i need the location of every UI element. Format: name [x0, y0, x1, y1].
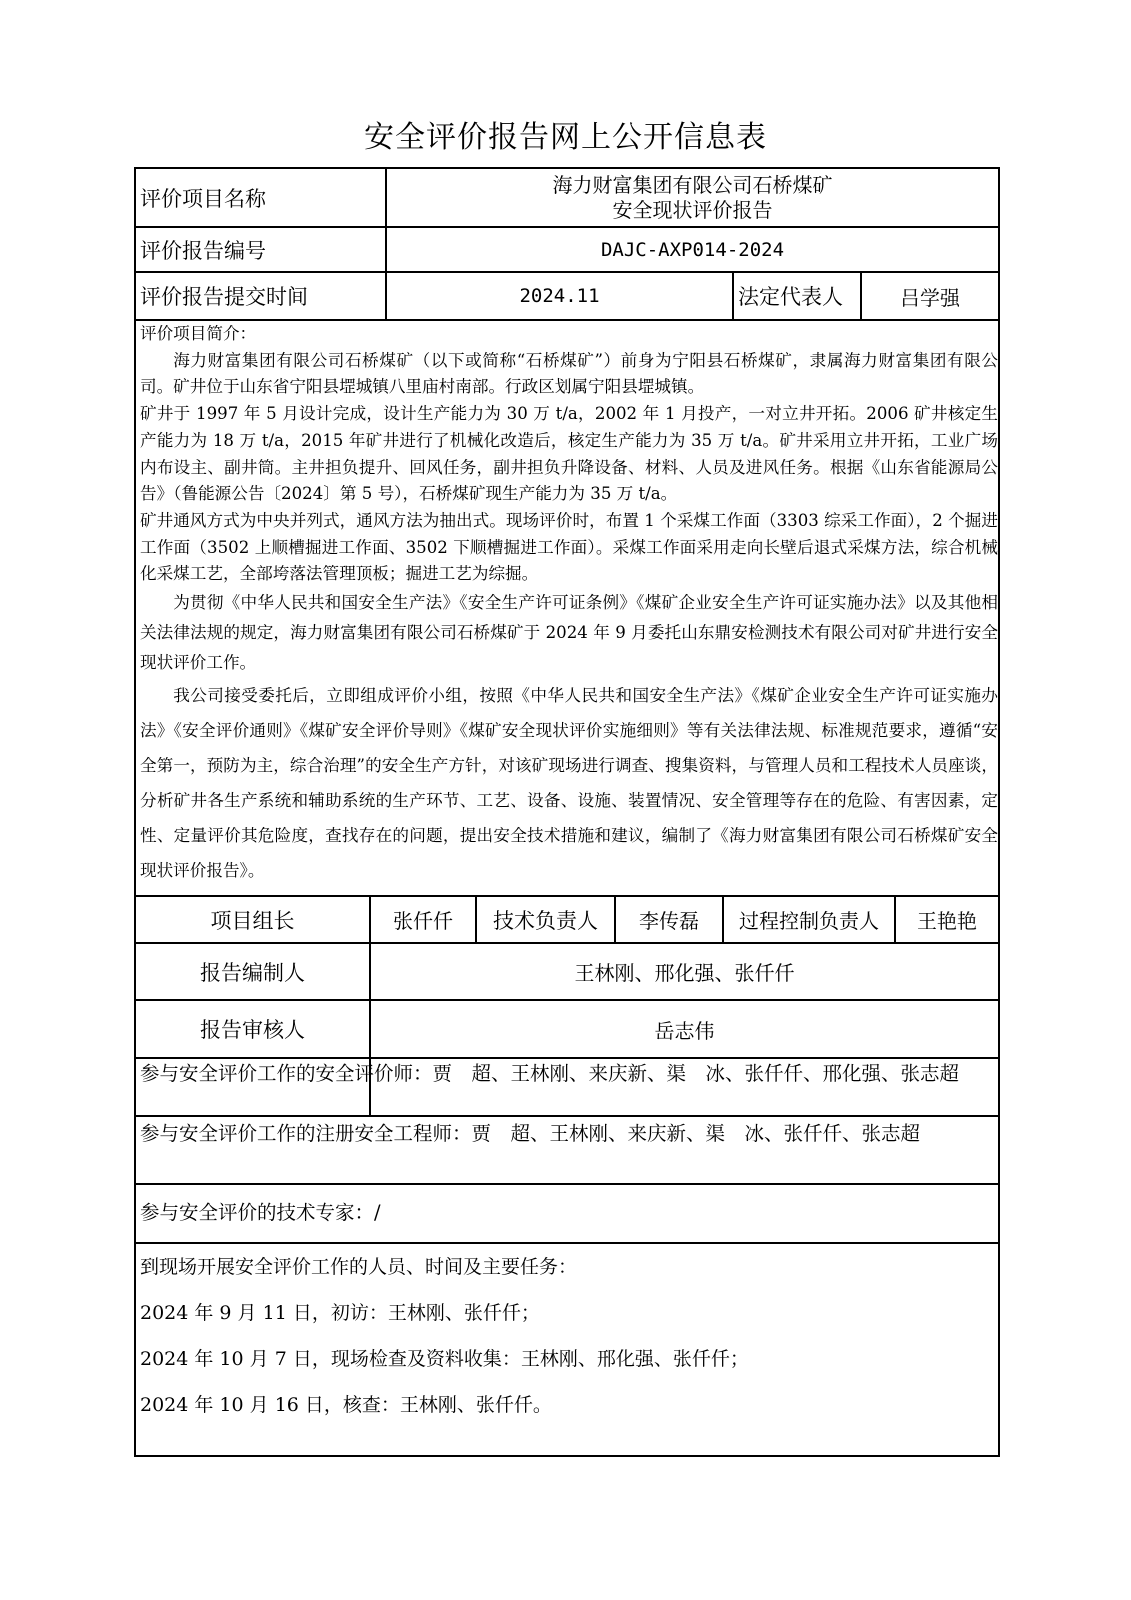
process-lead-label: 过程控制负责人	[739, 909, 879, 933]
site-visits	[140, 1244, 996, 1428]
leader-value: 张仟仟	[393, 909, 453, 933]
engineers-row	[140, 1119, 996, 1149]
submit-time-label: 评价报告提交时间	[140, 285, 308, 309]
legal-rep-label: 法定代表人	[738, 285, 843, 309]
submit-time-value: 2024.11	[519, 285, 600, 307]
site-visit-entry: 2024 年 10 月 7 日，现场检查及资料收集：王林刚、邢化强、张仟仟；	[140, 1348, 749, 1370]
writers-label: 报告编制人	[200, 960, 305, 985]
row-divider	[136, 1115, 998, 1117]
reviewer-label: 报告审核人	[200, 1018, 305, 1042]
intro-heading: 评价项目简介：	[140, 324, 257, 343]
project-name-line2: 安全现状评价报告	[612, 197, 773, 222]
tech-lead-value: 李传磊	[639, 909, 699, 933]
leader-label: 项目组长	[210, 908, 295, 933]
intro-paragraph: 我公司接受委托后，立即组成评价小组，按照《中华人民共和国安全生产法》《煤矿企业安全生产许可证实施办法》《安全评价通则》《煤矿安全评价导则》《煤矿安全现状评价实施细则》等有关法律法规、标准规范要求，遵循“安全第一，预防为主，综合治理”的安全生产方针，对该矿现场进行调查、搜集资料，与管理人员和工程技术人员座谈，分析矿井各生产系统和辅助系统的生产环节、工艺、设备、设施、装置情况、安全管理等存在的危险、有害因素，定性、定量评价其危险度，查找存在的问题，提出安全技术措施和建议，编制了《海力财富集团有限公司石桥煤矿安全现状评价报告》。	[140, 686, 998, 881]
engineers-value: 贾 超、王林刚、来庆新、渠 冰、张仟仟、张志超	[471, 1122, 921, 1145]
intro-paragraph: 为贯彻《中华人民共和国安全生产法》《安全生产许可证条例》《煤矿企业安全生产许可证实施办法》以及其他相关法律法规的规定，海力财富集团有限公司石桥煤矿于 2024 年 9 月委托山东鼎安检测技术有限公司对矿井进行安全现状评价工作。	[140, 593, 998, 673]
evaluators-value: 贾 超、王林刚、来庆新、渠 冰、张仟仟、邢化强、张志超	[432, 1062, 960, 1085]
page-title: 安全评价报告网上公开信息表	[364, 120, 767, 155]
intro-paragraph: 矿井通风方式为中央并列式，通风方法为抽出式。现场评价时，布置 1 个采煤工作面（3303 综采工作面），2 个掘进工作面（3502 上顺槽掘进工作面、3502 下顺槽掘进工作面）。采煤工作面采用走向长壁后退式采煤方法，综合机械化采煤工艺，全部垮落法管理顶板；掘进工艺为综掘。	[140, 510, 998, 584]
report-number-value: DAJC-AXP014-2024	[600, 238, 785, 261]
site-visit-entry: 2024 年 10 月 16 日，核查：王林刚、张仟仟。	[140, 1394, 552, 1416]
legal-rep-value: 吕学强	[900, 285, 960, 310]
report-number-label: 评价报告编号	[140, 238, 266, 263]
site-visits-heading: 到现场开展安全评价工作的人员、时间及主要任务：	[140, 1256, 578, 1278]
info-table	[134, 167, 1000, 1457]
process-lead-value: 王艳艳	[917, 909, 977, 933]
experts-value: /	[374, 1201, 381, 1224]
tech-lead-label: 技术负责人	[493, 908, 598, 933]
experts-row	[140, 1198, 996, 1228]
project-name-value	[387, 169, 998, 226]
engineers-label: 参与安全评价工作的注册安全工程师：	[140, 1122, 472, 1145]
evaluators-row	[140, 1059, 996, 1089]
intro-paragraph: 海力财富集团有限公司石桥煤矿（以下或简称“石桥煤矿”）前身为宁阳县石桥煤矿，隶属海力财富集团有限公司。矿井位于山东省宁阳县堽城镇八里庙村南部。行政区划属宁阳县堽城镇。	[140, 350, 998, 397]
evaluators-label: 参与安全评价工作的安全评价师：	[140, 1062, 433, 1085]
intro-paragraph: 矿井于 1997 年 5 月设计完成，设计生产能力为 30 万 t/a，2002 年 1 月投产，一对立井开拓。2006 矿井核定生产能力为 18 万 t/a，2015 年矿井进行了机械化改造后，核定生产能力为 35 万 t/a。矿井采用立井开拓，工业广场内布设主、副井筒。主井担负提升、回风任务，副井担负升降设备、材料、人员及进风任务。根据《山东省能源局公告》（鲁能源公告〔2024〕第 5 号），石桥煤矿现生产能力为 35 万 t/a。	[140, 404, 998, 504]
writers-value: 王林刚、邢化强、张仟仟	[574, 961, 795, 985]
experts-label: 参与安全评价的技术专家：	[140, 1201, 375, 1224]
reviewer-value: 岳志伟	[654, 1018, 715, 1043]
row-divider	[136, 1183, 998, 1185]
project-name-line1: 海力财富集团有限公司石桥煤矿	[552, 172, 833, 197]
project-name-label: 评价项目名称	[140, 186, 266, 211]
site-visit-entry: 2024 年 9 月 11 日，初访：王林刚、张仟仟；	[140, 1302, 540, 1324]
